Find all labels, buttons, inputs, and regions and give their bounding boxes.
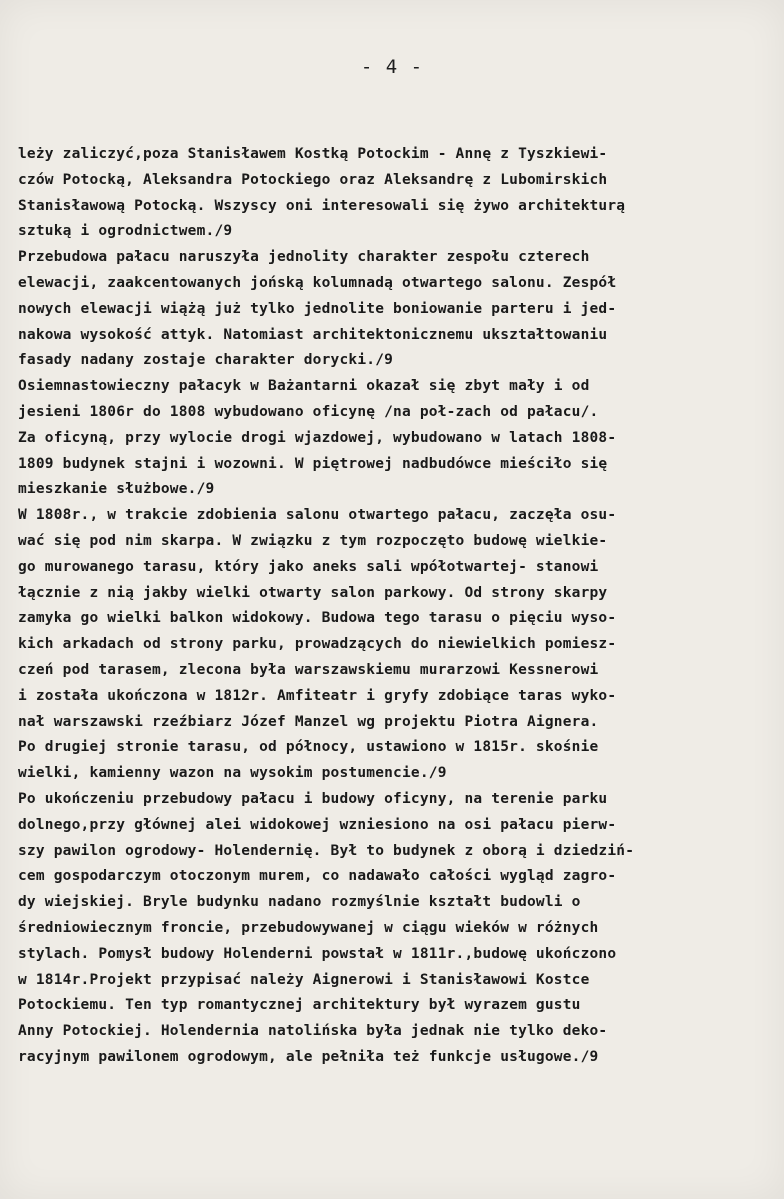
text-line: łącznie z nią jakby wielki otwarty salon parkowy. Od strony skarpy (18, 584, 608, 601)
text-line: czeń pod tarasem, zlecona była warszawskiemu murarzowi Kessnerowi (18, 661, 599, 678)
text-line: dy wiejskiej. Bryle budynku nadano rozmyślnie kształt budowli o (18, 894, 581, 911)
text-line: czów Potocką, Aleksandra Potockiego oraz Aleksandrę z Lubomirskich (18, 171, 608, 188)
text-line: nowych elewacji wiążą już tylko jednolite boniowanie parteru i jed- (18, 300, 617, 317)
text-line: sztuką i ogrodnictwem./9 (18, 223, 233, 240)
text-line: kich arkadach od strony parku, prowadzących do niewielkich pomiesz- (18, 636, 617, 653)
text-line: go murowanego tarasu, który jako aneks sali wpółotwartej- stanowi (18, 558, 599, 575)
text-line: szy pawilon ogrodowy- Holendernię. Był to budynek z oborą i dziedziń- (18, 842, 635, 859)
text-line: Anny Potockiej. Holendernia natolińska była jednak nie tylko deko- (18, 1023, 608, 1040)
document-body (18, 142, 770, 1071)
text-line: wać się pod nim skarpa. W związku z tym rozpoczęto budowę wielkie- (18, 532, 608, 549)
text-line: cem gospodarczym otoczonym murem, co nadawało całości wygląd zagro- (18, 868, 617, 885)
text-line: fasady nadany zostaje charakter dorycki./9 (18, 352, 394, 369)
text-line: Potockiemu. Ten typ romantycznej architektury był wyrazem gustu (18, 997, 581, 1014)
text-line: nakowa wysokość attyk. Natomiast architektonicznemu ukształtowaniu (18, 326, 608, 343)
text-line: nał warszawski rzeźbiarz Józef Manzel wg projektu Piotra Aignera. (18, 713, 599, 730)
text-line: W 1808r., w trakcie zdobienia salonu otwartego pałacu, zaczęła osu- (18, 507, 617, 524)
text-line: Przebudowa pałacu naruszyła jednolity charakter zespołu czterech (18, 249, 590, 266)
text-line: jesieni 1806r do 1808 wybudowano oficynę /na poł-zach od pałacu/. (18, 403, 599, 420)
text-line: Za oficyną, przy wylocie drogi wjazdowej, wybudowano w latach 1808- (18, 429, 617, 446)
text-line: elewacji, zaakcentowanych jońską kolumnadą otwartego salonu. Zespół (18, 274, 617, 291)
text-line: Po drugiej stronie tarasu, od północy, ustawiono w 1815r. skośnie (18, 739, 599, 756)
text-line: wielki, kamienny wazon na wysokim postumencie./9 (18, 765, 447, 782)
text-line: Osiemnastowieczny pałacyk w Bażantarni okazał się zbyt mały i od (18, 378, 590, 395)
text-line: Po ukończeniu przebudowy pałacu i budowy oficyny, na terenie parku (18, 790, 608, 807)
text-line: zamyka go wielki balkon widokowy. Budowa tego tarasu o pięciu wyso- (18, 610, 617, 627)
text-line: dolnego,przy głównej alei widokowej wzniesiono na osi pałacu pierw- (18, 816, 617, 833)
text-line: i została ukończona w 1812r. Amfiteatr i gryfy zdobiące taras wyko- (18, 687, 617, 704)
text-line: racyjnym pawilonem ogrodowym, ale pełniła też funkcje usługowe./9 (18, 1048, 599, 1065)
text-line: w 1814r.Projekt przypisać należy Aignerowi i Stanisławowi Kostce (18, 971, 590, 988)
text-line: 1809 budynek stajni i wozowni. W piętrowej nadbudówce mieściło się (18, 455, 608, 472)
text-line: Stanisławową Potocką. Wszyscy oni interesowali się żywo architekturą (18, 197, 626, 214)
text-line: stylach. Pomysł budowy Holenderni powstał w 1811r.,budowę ukończono (18, 945, 617, 962)
text-line: leży zaliczyć,poza Stanisławem Kostką Potockim - Annę z Tyszkiewi- (18, 146, 608, 162)
page-number: - 4 - (360, 56, 424, 78)
text-line: mieszkanie służbowe./9 (18, 481, 215, 498)
text-line: średniowiecznym froncie, przebudowywanej w ciągu wieków w różnych (18, 919, 599, 936)
